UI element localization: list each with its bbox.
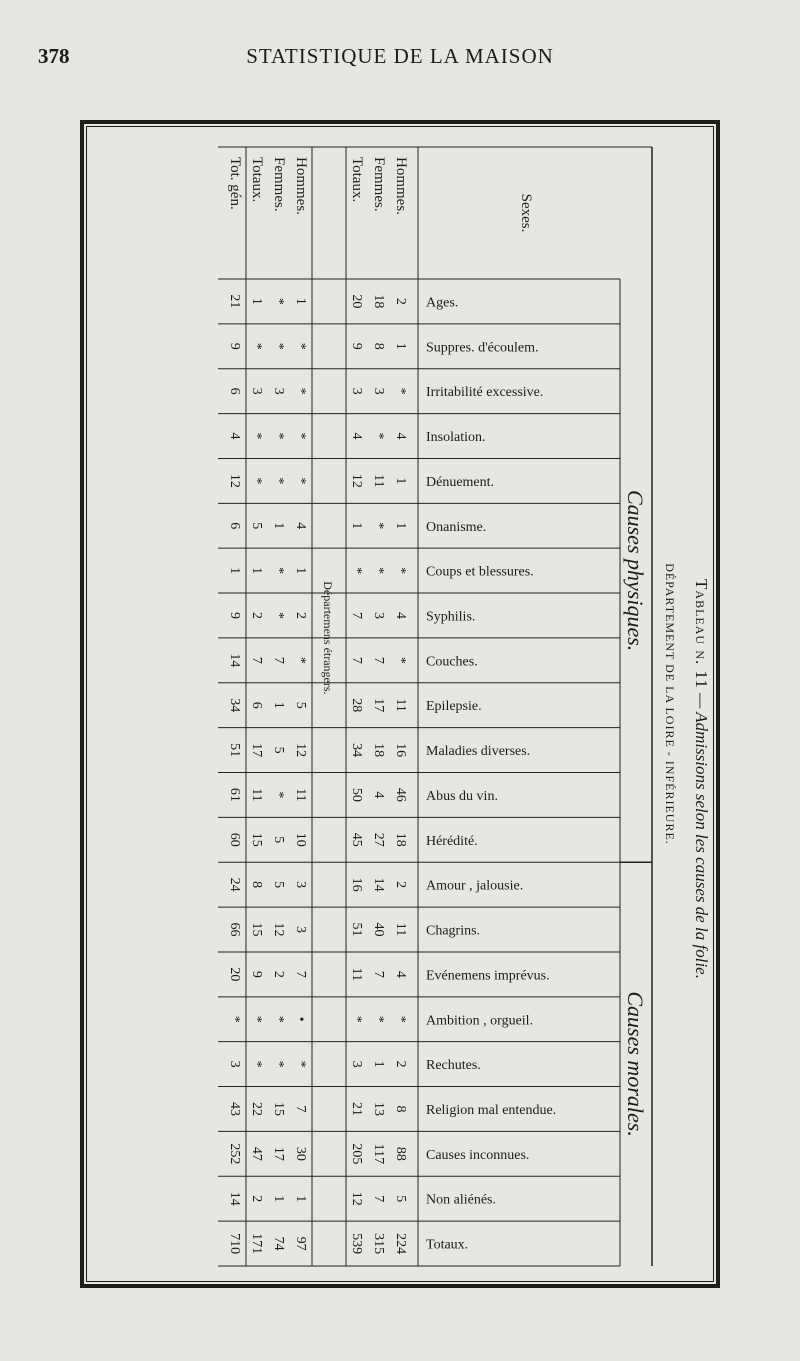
cell-value: 74 bbox=[271, 1236, 286, 1251]
cell-value: 7 bbox=[371, 970, 386, 978]
cell-value: 11 bbox=[393, 698, 408, 712]
cell-value: * bbox=[293, 432, 308, 440]
cell-value: 2 bbox=[393, 297, 408, 305]
cell-value: 8 bbox=[249, 881, 264, 889]
cell-value: 21 bbox=[227, 294, 242, 309]
cell-value: 12 bbox=[349, 1191, 364, 1206]
cell-value: 6 bbox=[249, 701, 264, 709]
cell-value: 3 bbox=[371, 387, 386, 395]
cell-value: 10 bbox=[293, 832, 308, 847]
cell-value: 4 bbox=[393, 432, 408, 440]
cell-value: 34 bbox=[349, 743, 364, 758]
cell-value: * bbox=[349, 1015, 364, 1023]
cell-value: 3 bbox=[227, 1060, 242, 1068]
column-header: Epilepsie. bbox=[426, 699, 482, 715]
cell-value: 14 bbox=[227, 653, 242, 668]
cell-value: 8 bbox=[393, 1105, 408, 1113]
cell-value: 3 bbox=[271, 387, 286, 395]
cell-value: 5 bbox=[271, 836, 286, 844]
column-header: Abus du vin. bbox=[426, 788, 498, 804]
cell-value: 20 bbox=[349, 294, 364, 309]
cell-value: 7 bbox=[349, 656, 364, 664]
column-header: Chagrins. bbox=[426, 923, 481, 939]
cell-value: * bbox=[371, 522, 386, 530]
cell-value: * bbox=[293, 1060, 308, 1068]
cell-value: 7 bbox=[293, 1105, 308, 1113]
column-header: Maladies diverses. bbox=[426, 744, 531, 760]
cell-value: 7 bbox=[249, 656, 264, 664]
cell-value: * bbox=[293, 656, 308, 664]
cell-value: 1 bbox=[293, 1195, 308, 1203]
column-header: Non aliénés. bbox=[426, 1192, 496, 1208]
cell-value: 12 bbox=[293, 743, 308, 758]
cell-value: 2 bbox=[271, 970, 286, 978]
cell-value: 88 bbox=[393, 1146, 408, 1161]
cell-value: 4 bbox=[349, 432, 364, 440]
cell-value: * bbox=[249, 1060, 264, 1068]
cell-value: * bbox=[271, 342, 286, 350]
cell-value: 13 bbox=[371, 1101, 386, 1116]
cell-value: * bbox=[371, 1015, 386, 1023]
cell-value: * bbox=[293, 342, 308, 350]
cell-value: * bbox=[271, 1060, 286, 1068]
cell-value: 28 bbox=[349, 698, 364, 713]
group-label-physical: Causes physiques. bbox=[623, 489, 648, 652]
cell-value: 8 bbox=[371, 342, 386, 350]
column-header: Amour , jalousie. bbox=[426, 878, 524, 894]
cell-value: 5 bbox=[249, 522, 264, 530]
cell-value: 224 bbox=[393, 1233, 408, 1255]
cell-value: 3 bbox=[249, 387, 264, 395]
cell-value: 710 bbox=[227, 1233, 242, 1255]
cell-value: 5 bbox=[271, 746, 286, 754]
page-number: 378 bbox=[38, 44, 70, 68]
cell-value: 315 bbox=[371, 1233, 386, 1255]
cell-value: 45 bbox=[349, 832, 364, 847]
column-header: Rechutes. bbox=[426, 1058, 481, 1074]
cell-value: 7 bbox=[349, 611, 364, 619]
cell-value: 61 bbox=[227, 787, 242, 802]
cell-value: 11 bbox=[249, 788, 264, 802]
cell-value: * bbox=[249, 432, 264, 440]
column-header: Totaux. bbox=[426, 1237, 469, 1253]
cell-value: 1 bbox=[271, 522, 286, 530]
cell-value: 5 bbox=[271, 881, 286, 889]
column-header: Coups et blessures. bbox=[426, 564, 534, 580]
cell-value: * bbox=[249, 477, 264, 485]
department-loire-band: DÉPARTEMENT DE LA LOIRE - INFÉRIEURE. bbox=[663, 563, 677, 845]
cell-value: 97 bbox=[293, 1236, 308, 1251]
cell-value: * bbox=[393, 567, 408, 575]
cell-value: 2 bbox=[249, 611, 264, 619]
cell-value: 21 bbox=[349, 1101, 364, 1116]
cell-value: 14 bbox=[371, 877, 386, 892]
table-caption-text: — Admissions selon les causes de la folie. bbox=[692, 693, 711, 979]
cell-value: * bbox=[349, 567, 364, 575]
column-header: Ambition , orgueil. bbox=[426, 1013, 534, 1029]
cell-value: * bbox=[271, 1015, 286, 1023]
cell-value: 9 bbox=[349, 342, 364, 350]
cell-value: 16 bbox=[349, 877, 364, 892]
department-etrangers-band: Départemens étrangers. bbox=[321, 581, 335, 695]
cell-value: 14 bbox=[227, 1191, 242, 1206]
cell-value: * bbox=[271, 432, 286, 440]
cell-value: 15 bbox=[249, 922, 264, 937]
rotated-table bbox=[82, 122, 718, 1286]
cell-value: 3 bbox=[349, 1060, 364, 1068]
cell-value: 171 bbox=[249, 1233, 264, 1255]
cell-value: 1 bbox=[293, 297, 308, 305]
row-label: Totaux. bbox=[349, 157, 365, 203]
running-head: STATISTIQUE DE LA MAISON bbox=[246, 44, 554, 68]
cell-value: 3 bbox=[349, 387, 364, 395]
cell-value: 1 bbox=[371, 1060, 386, 1068]
cell-value: 12 bbox=[227, 473, 242, 488]
cell-value: * bbox=[371, 432, 386, 440]
cell-value: 11 bbox=[293, 788, 308, 802]
cell-value: 5 bbox=[393, 1195, 408, 1203]
column-header: Onanisme. bbox=[426, 519, 487, 535]
cell-value: 40 bbox=[371, 922, 386, 937]
cell-value: 4 bbox=[393, 970, 408, 978]
cell-value: 1 bbox=[271, 701, 286, 709]
row-label: Tot. gén. bbox=[227, 157, 243, 210]
cell-value: 17 bbox=[271, 1146, 286, 1161]
cell-value: 30 bbox=[293, 1146, 308, 1161]
cell-value: 117 bbox=[371, 1143, 386, 1165]
cell-value: 1 bbox=[393, 342, 408, 350]
cell-value: 2 bbox=[249, 1195, 264, 1203]
cell-value: 9 bbox=[249, 970, 264, 978]
column-header: Religion mal entendue. bbox=[426, 1102, 557, 1118]
cell-value: 2 bbox=[393, 1060, 408, 1068]
cell-value: * bbox=[393, 1015, 408, 1023]
cell-value: 3 bbox=[371, 611, 386, 619]
cell-value: 15 bbox=[249, 832, 264, 847]
cell-value: * bbox=[249, 342, 264, 350]
cell-value: 27 bbox=[371, 832, 386, 847]
cell-value: 17 bbox=[249, 743, 264, 758]
cell-value: 1 bbox=[271, 1195, 286, 1203]
cell-value: 16 bbox=[393, 743, 408, 758]
cell-value: 22 bbox=[249, 1101, 264, 1116]
cell-value: * bbox=[393, 656, 408, 664]
cell-value: 252 bbox=[227, 1143, 242, 1165]
cell-value: * bbox=[227, 1015, 242, 1023]
cell-value: 2 bbox=[393, 881, 408, 889]
cell-value: * bbox=[249, 1015, 264, 1023]
cell-value: 6 bbox=[227, 522, 242, 530]
cell-value: 2 bbox=[293, 611, 308, 619]
cell-value: 7 bbox=[371, 1195, 386, 1203]
cell-value: 17 bbox=[371, 698, 386, 713]
cell-value: * bbox=[271, 297, 286, 305]
cell-value: 3 bbox=[293, 926, 308, 934]
cell-value: 6 bbox=[227, 387, 242, 395]
cell-value: 34 bbox=[227, 698, 242, 713]
cell-value: 4 bbox=[293, 522, 308, 530]
cell-value: * bbox=[293, 387, 308, 395]
cell-value: 9 bbox=[227, 611, 242, 619]
column-header: Dénuement. bbox=[426, 474, 495, 490]
row-label-header: Sexes. bbox=[518, 193, 534, 233]
cell-value: * bbox=[293, 477, 308, 485]
cell-value: 7 bbox=[271, 656, 286, 664]
cell-value: * bbox=[393, 387, 408, 395]
cell-value: • bbox=[293, 1016, 308, 1022]
cell-value: 24 bbox=[227, 877, 242, 892]
cell-value: 18 bbox=[371, 294, 386, 309]
cell-value: 18 bbox=[393, 832, 408, 847]
row-label: Femmes. bbox=[271, 157, 287, 212]
cell-value: 1 bbox=[249, 297, 264, 305]
row-label: Hommes. bbox=[293, 157, 309, 215]
cell-value: 51 bbox=[227, 743, 242, 758]
admissions-table bbox=[82, 122, 718, 1286]
cell-value: 18 bbox=[371, 743, 386, 758]
column-header: Evénemens imprévus. bbox=[426, 968, 550, 984]
cell-value: 66 bbox=[227, 922, 242, 937]
cell-value: 539 bbox=[349, 1233, 364, 1255]
column-header: Couches. bbox=[426, 654, 478, 670]
cell-value: 43 bbox=[227, 1101, 242, 1116]
rotated-table-viewport bbox=[82, 122, 718, 1286]
cell-value: 1 bbox=[293, 567, 308, 575]
column-header: Irritabilité excessive. bbox=[426, 385, 544, 401]
table-caption-prefix: Tableau n. 11 bbox=[692, 579, 711, 689]
column-header: Ages. bbox=[426, 295, 459, 311]
cell-value: 3 bbox=[293, 881, 308, 889]
cell-value: * bbox=[371, 567, 386, 575]
row-label: Femmes. bbox=[371, 157, 387, 212]
cell-value: 1 bbox=[393, 522, 408, 530]
cell-value: 1 bbox=[249, 567, 264, 575]
cell-value: 20 bbox=[227, 967, 242, 982]
cell-value: * bbox=[271, 567, 286, 575]
cell-value: 1 bbox=[349, 522, 364, 530]
cell-value: 60 bbox=[227, 832, 242, 847]
column-header: Syphilis. bbox=[426, 609, 476, 625]
column-header: Insolation. bbox=[426, 430, 486, 446]
column-header: Suppres. d'écoulem. bbox=[426, 340, 539, 356]
cell-value: 4 bbox=[393, 611, 408, 619]
group-label-moral: Causes morales. bbox=[623, 991, 648, 1137]
cell-value: 11 bbox=[371, 474, 386, 488]
cell-value: * bbox=[271, 611, 286, 619]
cell-value: 9 bbox=[227, 342, 242, 350]
cell-value: 51 bbox=[349, 922, 364, 937]
cell-value: 7 bbox=[293, 970, 308, 978]
row-label: Totaux. bbox=[249, 157, 265, 203]
row-label: Hommes. bbox=[393, 157, 409, 215]
cell-value: 205 bbox=[349, 1143, 364, 1165]
cell-value: 5 bbox=[293, 701, 308, 709]
cell-value: 12 bbox=[271, 922, 286, 937]
cell-value: * bbox=[271, 477, 286, 485]
cell-value: 11 bbox=[393, 922, 408, 937]
cell-value: 1 bbox=[227, 567, 242, 575]
cell-value: 50 bbox=[349, 787, 364, 802]
cell-value: 4 bbox=[371, 791, 386, 799]
column-header: Hérédité. bbox=[426, 833, 478, 849]
cell-value: 1 bbox=[393, 477, 408, 485]
column-header: Causes inconnues. bbox=[426, 1147, 530, 1163]
cell-value: 4 bbox=[227, 432, 242, 440]
cell-value: 11 bbox=[349, 967, 364, 982]
cell-value: * bbox=[271, 791, 286, 799]
cell-value: 7 bbox=[371, 656, 386, 664]
cell-value: 15 bbox=[271, 1101, 286, 1116]
cell-value: 46 bbox=[393, 787, 408, 802]
cell-value: 47 bbox=[249, 1146, 264, 1161]
cell-value: 12 bbox=[349, 473, 364, 488]
